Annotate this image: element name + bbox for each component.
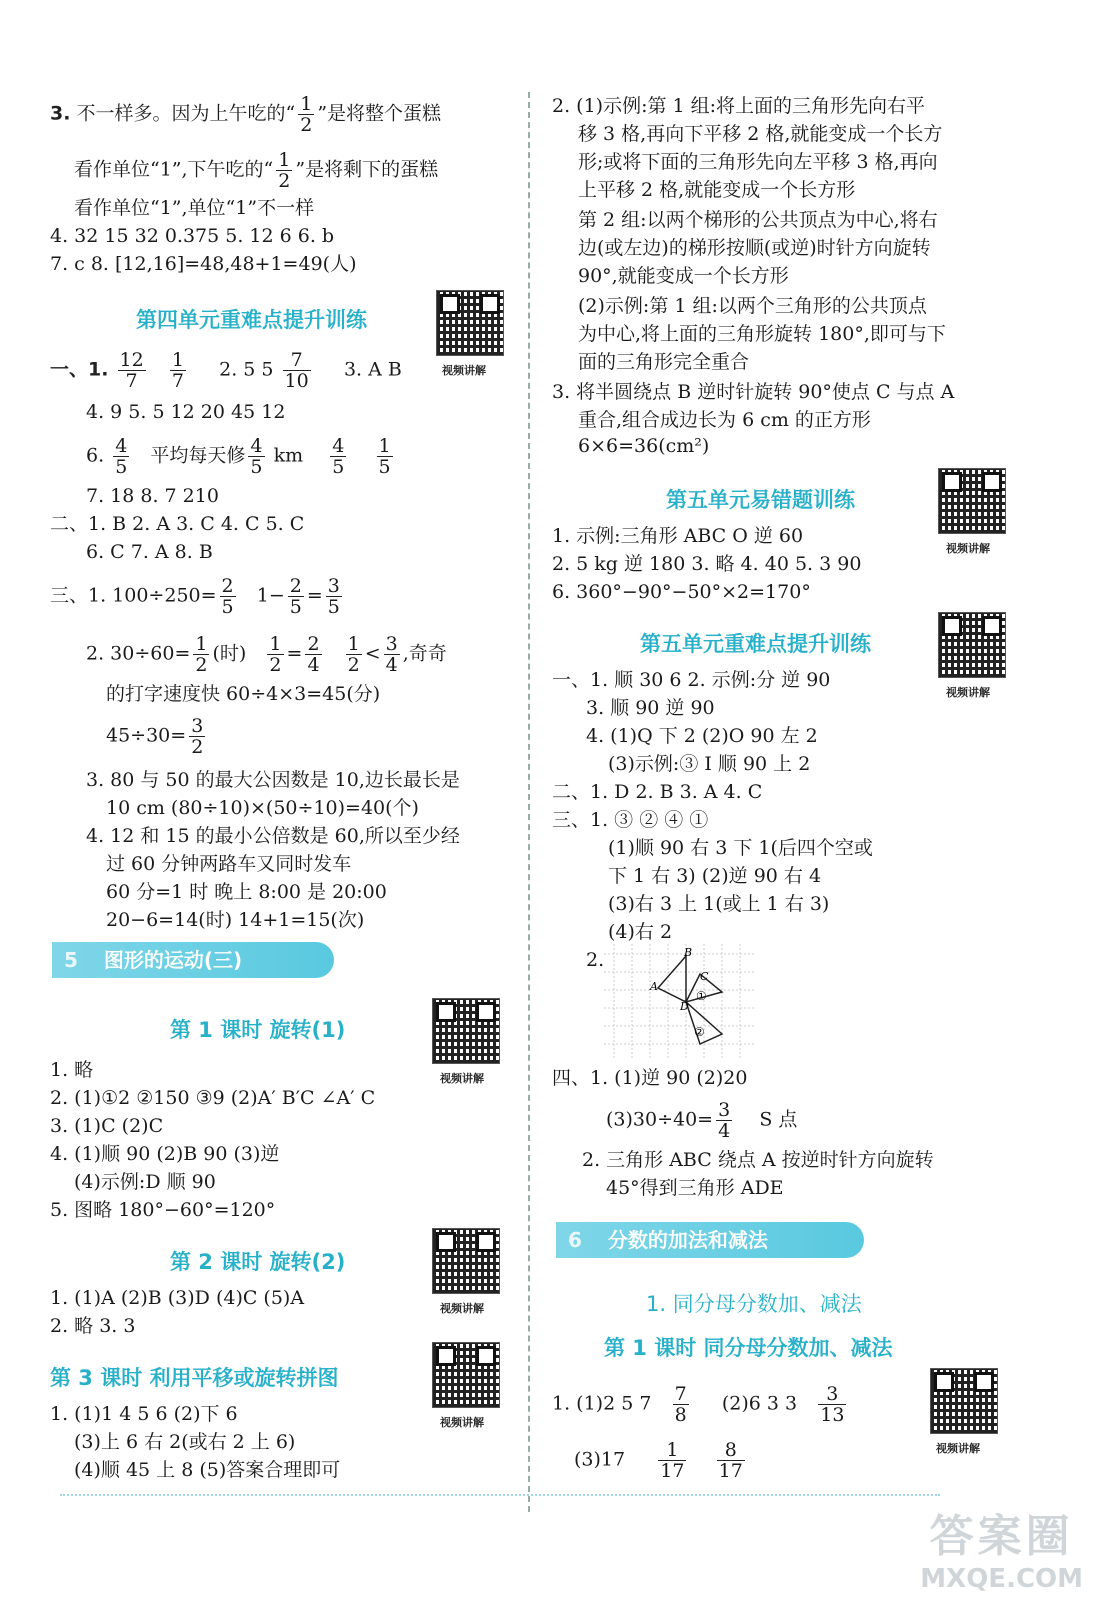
qr-label: 视频讲解 <box>442 364 486 377</box>
qr-code-icon[interactable] <box>938 468 1006 534</box>
footer-rule <box>60 1494 940 1496</box>
subsection-title: 1. 同分母分数加、减法 <box>646 1292 862 1316</box>
answer-line: 2. 略 3. 3 <box>50 1315 136 1337</box>
fraction: $\frac{1}{2}$ <box>195 633 208 676</box>
fraction: $\frac{1}{2}$ <box>300 93 313 136</box>
text: (2)6 3 3 <box>721 1392 798 1415</box>
text: 1. (1)2 5 7 <box>552 1392 652 1415</box>
answer-line: 二、1. B 2. A 3. C 4. C 5. C <box>50 513 305 535</box>
answer-line: (2)示例:第 1 组:以两个三角形的公共顶点 <box>578 295 927 317</box>
text: 2. 30÷60= <box>86 642 191 665</box>
answer-line: 5. 图略 180°−60°=120° <box>50 1199 276 1221</box>
answer-line: 2. (1)示例:第 1 组:将上面的三角形先向右平 <box>552 95 926 117</box>
watermark-text: 答案圈 <box>929 1511 1074 1562</box>
qr-label: 视频讲解 <box>440 1416 484 1429</box>
section-title: 第五单元重难点提升训练 <box>640 632 871 656</box>
answer-line: 上平移 2 格,就能变成一个长方形 <box>578 179 856 201</box>
section-title: 第四单元重难点提升训练 <box>136 308 367 332</box>
answer-line: 10 cm (80÷10)×(50÷10)=40(个) <box>106 797 419 819</box>
label-1: ① <box>696 989 707 1003</box>
text: 3. A B <box>343 358 402 381</box>
answer-line: 过 60 分钟两路车又同时发车 <box>106 853 352 875</box>
text: 平均每天修 <box>150 444 246 467</box>
fraction: $\frac{1}{2}$ <box>269 633 282 676</box>
chapter-title: 分数的加法和减法 <box>607 1228 768 1252</box>
item-number: 6. <box>86 444 105 467</box>
chapter-number: 5 <box>64 948 78 972</box>
answer-line: 二、1. D 2. B 3. A 4. C <box>552 781 763 803</box>
answer-line: 20−6=14(时) 14+1=15(次) <box>106 909 365 931</box>
text: = <box>306 584 323 607</box>
fraction: $\frac{1}{7}$ <box>171 349 184 392</box>
answer-line: 60 分=1 时 晚上 8:00 是 20:00 <box>106 881 387 903</box>
answer-line: 一、1. 顺 30 6 2. 示例:分 逆 90 <box>552 669 831 691</box>
label-b: B <box>684 946 693 959</box>
fraction: $\frac{7}{10}$ <box>284 349 309 392</box>
lesson-title: 第 1 课时 同分母分数加、减法 <box>604 1336 893 1360</box>
answer-line: 2. 三角形 ABC 绕点 A 按逆时针方向旋转 <box>582 1149 934 1171</box>
qr-code-icon[interactable] <box>432 1228 500 1294</box>
fraction: $\frac{2}{5}$ <box>221 575 234 618</box>
qr-code-icon[interactable] <box>930 1368 998 1434</box>
answer-line <box>50 350 402 391</box>
lesson-title: 第 2 课时 旋转(2) <box>170 1250 346 1274</box>
text: ”是将整个蛋糕 <box>317 102 442 125</box>
answer-line: 的打字速度快 60÷4×3=45(分) <box>106 683 381 705</box>
answer-line: 4. (1)顺 90 (2)B 90 (3)逆 <box>50 1143 280 1165</box>
answer-line: 为中心,将上面的三角形旋转 180°,即可与下 <box>578 323 946 345</box>
qr-code-icon[interactable] <box>432 998 500 1064</box>
answer-line: 4. 9 5. 5 12 20 45 12 <box>86 401 286 423</box>
answer-line: (4)示例:D 顺 90 <box>74 1171 216 1193</box>
fraction: $\frac{3}{13}$ <box>820 1383 845 1426</box>
answer-line <box>574 1440 748 1481</box>
text: 1− <box>256 584 285 607</box>
answer-line: 3. (1)C (2)C <box>50 1115 164 1137</box>
fraction: $\frac{4}{5}$ <box>250 435 263 478</box>
qr-label: 视频讲解 <box>936 1442 980 1455</box>
column-divider <box>528 92 530 1512</box>
fraction: $\frac{7}{8}$ <box>674 1383 687 1426</box>
answer-line <box>74 150 438 191</box>
answer-line: (1)顺 90 右 3 下 1(后四个空或 <box>608 837 873 859</box>
answer-line: (3)右 3 上 1(或上 1 右 3) <box>608 893 830 915</box>
fraction: $\frac{3}{4}$ <box>718 1099 731 1142</box>
answer-line: 边(或左边)的梯形按顺(或逆)时针方向旋转 <box>578 237 931 259</box>
watermark-url: MXQE.COM <box>920 1564 1083 1594</box>
lesson-title: 第 3 课时 利用平移或旋转拼图 <box>50 1366 339 1390</box>
fraction: $\frac{4}{5}$ <box>332 435 345 478</box>
answer-line: 1. 示例:三角形 ABC O 逆 60 <box>552 525 804 547</box>
answer-line: 重合,组合成边长为 6 cm 的正方形 <box>578 409 871 431</box>
chapter-title: 图形的运动(三) <box>103 948 243 972</box>
answer-line <box>106 716 208 757</box>
answer-line: 四、1. (1)逆 90 (2)20 <box>552 1067 748 1089</box>
answer-line <box>606 1100 797 1141</box>
fraction: $\frac{1}{2}$ <box>278 149 291 192</box>
answer-line: 看作单位“1”,单位“1”不一样 <box>74 197 315 219</box>
answer-line <box>50 94 441 135</box>
answer-line: 4. 12 和 15 的最小公倍数是 60,所以至少经 <box>86 825 460 847</box>
answer-line: 90°,就能变成一个长方形 <box>578 265 789 287</box>
answer-line: 7. 18 8. 7 210 <box>86 485 219 507</box>
answer-line <box>86 436 396 477</box>
answer-line: 3. 将半圆绕点 B 逆时针旋转 90°使点 C 与点 A <box>552 381 955 403</box>
answer-line: 2. 5 kg 逆 180 3. 略 4. 40 5. 3 90 <box>552 553 862 575</box>
answer-line: 下 1 右 3) (2)逆 90 右 4 <box>608 865 822 887</box>
answer-line: 移 3 格,再向下平移 2 格,就能变成一个长方 <box>578 123 943 145</box>
answer-line: 1. (1)1 4 5 6 (2)下 6 <box>50 1403 238 1425</box>
fraction: $\frac{2}{4}$ <box>307 633 320 676</box>
answer-line: 1. (1)A (2)B (3)D (4)C (5)A <box>50 1287 305 1309</box>
qr-label: 视频讲解 <box>946 686 990 699</box>
text: 45÷30= <box>106 724 187 747</box>
answer-line: 6×6=36(cm²) <box>578 435 710 457</box>
answer-line: 2. (1)①2 ②150 ③9 (2)A′ B′C ∠A′ C <box>50 1087 376 1109</box>
answer-line: 形;或将下面的三角形先向左平移 3 格,再向 <box>578 151 938 173</box>
chapter-number: 6 <box>568 1228 582 1252</box>
answer-line <box>552 1384 849 1425</box>
text: ,奇奇 <box>402 642 447 665</box>
item-number: 一、1. <box>50 358 109 381</box>
watermark-logo <box>920 1500 1083 1594</box>
answer-line: 4. (1)Q 下 2 (2)O 90 左 2 <box>586 725 818 747</box>
fraction: $\frac{12}{7}$ <box>119 349 144 392</box>
fraction: $\frac{1}{17}$ <box>660 1439 685 1482</box>
answer-line: (3)上 6 右 2(或右 2 上 6) <box>74 1431 296 1453</box>
fraction: $\frac{3}{4}$ <box>385 633 398 676</box>
answer-line: 7. c 8. [12,16]=48,48+1=49(人) <box>50 253 357 275</box>
qr-code-icon[interactable] <box>436 290 504 356</box>
answer-line: 4. 32 15 32 0.375 5. 12 6 6. b <box>50 225 335 247</box>
fraction: $\frac{3}{5}$ <box>327 575 340 618</box>
qr-code-icon[interactable] <box>938 612 1006 678</box>
text: S 点 <box>759 1108 798 1131</box>
fraction: $\frac{2}{5}$ <box>289 575 302 618</box>
answer-line <box>86 634 447 675</box>
section-title: 第五单元易错题训练 <box>666 488 855 512</box>
text: 2. 5 5 <box>219 358 274 381</box>
fraction: $\frac{1}{5}$ <box>378 435 391 478</box>
text: 看作单位“1”,下午吃的“ <box>74 158 274 181</box>
text: ”是将剩下的蛋糕 <box>295 158 439 181</box>
qr-label: 视频讲解 <box>440 1072 484 1085</box>
text: (3)17 <box>574 1448 626 1471</box>
chapter-banner <box>52 942 334 978</box>
answer-line: 3. 顺 90 逆 90 <box>586 697 715 719</box>
answer-line: 1. 略 <box>50 1059 94 1081</box>
answer-line: (3)示例:③ I 顺 90 上 2 <box>608 753 811 775</box>
text: 不一样多。因为上午吃的“ <box>76 102 296 125</box>
text: 三、1. 100÷250= <box>50 584 217 607</box>
fraction: $\frac{8}{17}$ <box>718 1439 743 1482</box>
answer-line: 6. C 7. A 8. B <box>86 541 213 563</box>
label-c: C <box>700 970 709 983</box>
answer-line <box>50 576 345 617</box>
text: (3)30÷40= <box>606 1108 714 1131</box>
answer-line: 45°得到三角形 ADE <box>606 1177 784 1199</box>
qr-code-icon[interactable] <box>432 1342 500 1408</box>
text: (时) <box>212 642 247 665</box>
label-a: A <box>650 980 658 993</box>
lesson-title: 第 1 课时 旋转(1) <box>170 1018 346 1042</box>
fraction: $\frac{3}{2}$ <box>191 715 204 758</box>
text: km <box>273 444 304 467</box>
answer-line: 第 2 组:以两个梯形的公共顶点为中心,将右 <box>578 209 938 231</box>
answer-line: (4)顺 45 上 8 (5)答案合理即可 <box>74 1459 341 1481</box>
label-2: ② <box>694 1025 705 1039</box>
chapter-banner <box>556 1222 864 1258</box>
answer-line: 面的三角形完全重合 <box>578 351 750 373</box>
answer-line: (4)右 2 <box>608 921 673 943</box>
fraction: $\frac{4}{5}$ <box>115 435 128 478</box>
item-number: 3. <box>50 102 71 125</box>
fraction: $\frac{1}{2}$ <box>347 633 360 676</box>
text: = <box>286 642 303 665</box>
qr-label: 视频讲解 <box>946 542 990 555</box>
triangle-abc <box>658 956 686 1002</box>
qr-label: 视频讲解 <box>440 1302 484 1315</box>
label-d: D <box>680 1000 689 1013</box>
answer-line: 3. 80 与 50 的最大公因数是 10,边长最长是 <box>86 769 460 791</box>
answer-line: 6. 360°−90°−50°×2=170° <box>552 581 811 603</box>
answer-line: 三、1. ③ ② ④ ① <box>552 809 709 831</box>
item-number: 2. <box>586 949 605 971</box>
rotation-figure <box>604 944 754 1058</box>
text: < <box>364 642 381 665</box>
